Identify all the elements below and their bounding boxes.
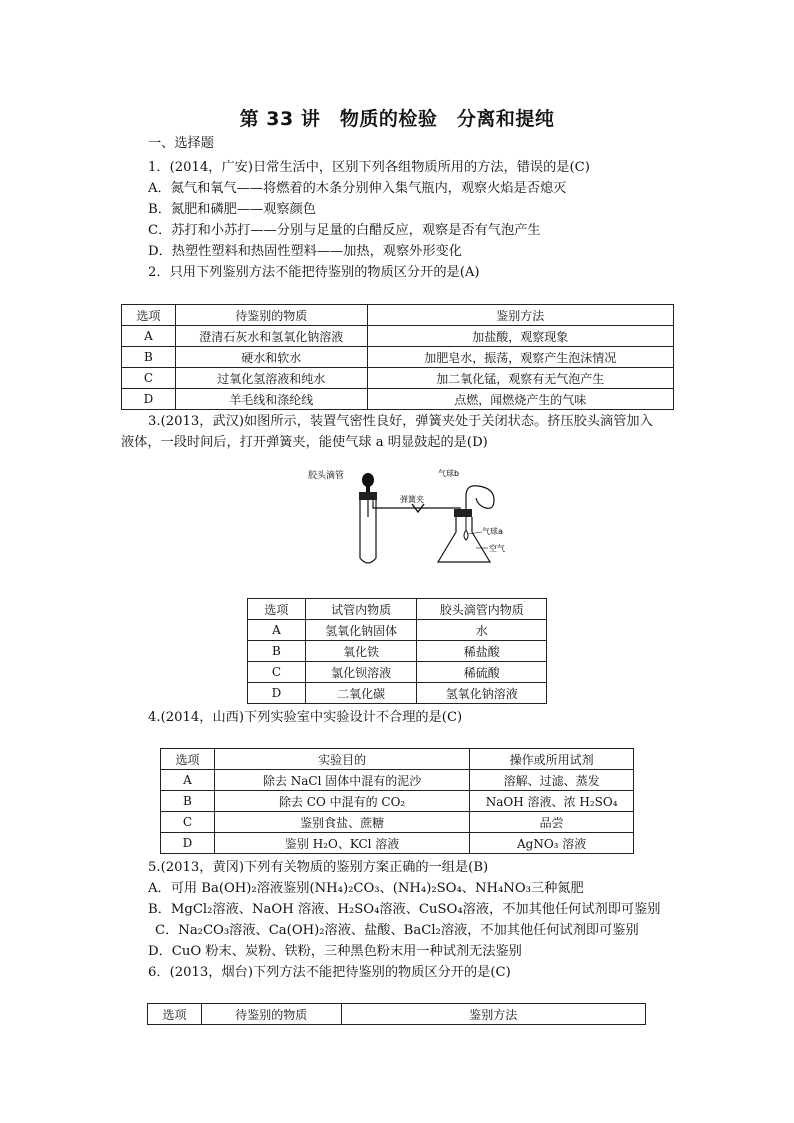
table-header-cell: 选项 <box>122 305 176 326</box>
q3-stem-line2: 液体，一段时间后，打开弹簧夹，能使气球 a 明显鼓起的是(D) <box>121 435 488 450</box>
q4-stem: 4.(2014，山西)下列实验室中实验设计不合理的是(C) <box>148 710 463 725</box>
table-header-cell: 鉴别方法 <box>341 1004 645 1025</box>
q4-table <box>160 748 634 854</box>
table-cell: C <box>122 368 176 389</box>
q2-stem: 2．只用下列鉴别方法不能把待鉴别的物质区分开的是(A) <box>148 265 480 280</box>
table-cell: 溶解、过滤、蒸发 <box>470 770 634 791</box>
table-header-row <box>122 305 674 326</box>
q1-option-b: B．氮肥和磷肥——观察颜色 <box>148 202 316 217</box>
table-cell: A <box>122 326 176 347</box>
q5-stem: 5.(2013，黄冈)下列有关物质的鉴别方案正确的一组是(B) <box>148 860 489 875</box>
table-cell: 氢氧化钠固体 <box>305 620 417 641</box>
table-header-cell: 操作或所用试剂 <box>470 749 634 770</box>
q5-option-d: D．CuO 粉末、炭粉、铁粉，三种黑色粉末用一种试剂无法鉴别 <box>148 944 522 959</box>
table-row <box>122 368 674 389</box>
table-cell: 加盐酸，观察现象 <box>367 326 673 347</box>
table-header-cell: 选项 <box>148 1004 202 1025</box>
q2-table <box>121 304 674 410</box>
table-header-cell: 试管内物质 <box>305 599 417 620</box>
dropper-bulb <box>362 473 374 487</box>
table-header-cell: 胶头滴管内物质 <box>417 599 547 620</box>
table-cell: D <box>161 833 215 854</box>
balloon-a-label: 气球a <box>482 527 503 536</box>
q1-option-a: A．氮气和氧气——将燃着的木条分别伸入集气瓶内，观察火焰是否熄灭 <box>148 181 567 196</box>
table-cell: 稀盐酸 <box>417 641 547 662</box>
table-cell: 加二氧化锰，观察有无气泡产生 <box>367 368 673 389</box>
table-cell: A <box>248 620 306 641</box>
q3-table <box>247 598 547 704</box>
table-cell: B <box>248 641 306 662</box>
table-header-cell: 选项 <box>248 599 306 620</box>
table-row <box>161 833 634 854</box>
table-cell: 羊毛线和涤纶线 <box>175 389 367 410</box>
table-cell: 水 <box>417 620 547 641</box>
table-cell: C <box>161 812 215 833</box>
table-row <box>248 620 547 641</box>
table-cell: 稀硫酸 <box>417 662 547 683</box>
q5-option-c: C．Na₂CO₃溶液、Ca(OH)₂溶液、盐酸、BaCl₂溶液，不加其他任何试剂即可鉴别 <box>155 923 639 938</box>
table-header-cell: 选项 <box>161 749 215 770</box>
table-cell: 加肥皂水，振荡，观察产生泡沫情况 <box>367 347 673 368</box>
apparatus-diagram <box>300 462 520 572</box>
table-header-cell: 待鉴别的物质 <box>201 1004 341 1025</box>
table-cell: 鉴别 H₂O、KCl 溶液 <box>214 833 469 854</box>
table-header-row <box>248 599 547 620</box>
table-cell: 点燃，闻燃烧产生的气味 <box>367 389 673 410</box>
balloon-b <box>466 486 494 510</box>
table-cell: 氢氧化钠溶液 <box>417 683 547 704</box>
balloon-b-label: 气球b <box>438 469 460 478</box>
table-row <box>122 326 674 347</box>
table-cell: 二氧化碳 <box>305 683 417 704</box>
q6-stem: 6．(2013，烟台)下列方法不能把待鉴别的物质区分开的是(C) <box>148 965 511 980</box>
table-row <box>248 641 547 662</box>
table-cell: 除去 CO 中混有的 CO₂ <box>214 791 469 812</box>
q1-option-c: C．苏打和小苏打——分别与足量的白醋反应，观察是否有气泡产生 <box>148 223 541 238</box>
table-cell: 除去 NaCl 固体中混有的泥沙 <box>214 770 469 791</box>
table-cell: 鉴别食盐、蔗糖 <box>214 812 469 833</box>
table-cell: D <box>122 389 176 410</box>
table-cell: D <box>248 683 306 704</box>
q3-stem-line1: 3.(2013，武汉)如图所示，装置气密性良好，弹簧夹处于关闭状态。挤压胶头滴管加入 <box>148 414 653 429</box>
table-cell: 氧化铁 <box>305 641 417 662</box>
table-cell: NaOH 溶液、浓 H₂SO₄ <box>470 791 634 812</box>
balloon-a <box>464 517 468 540</box>
section-heading: 一、选择题 <box>148 136 214 151</box>
table-cell: C <box>248 662 306 683</box>
table-cell: 品尝 <box>470 812 634 833</box>
table-cell: AgNO₃ 溶液 <box>470 833 634 854</box>
table-header-cell: 待鉴别的物质 <box>175 305 367 326</box>
table-row <box>122 347 674 368</box>
q6-table <box>147 1003 646 1025</box>
table-header-row <box>148 1004 646 1025</box>
table-cell: A <box>161 770 215 791</box>
q5-option-b: B．MgCl₂溶液、NaOH 溶液、H₂SO₄溶液、CuSO₄溶液，不加其他任何试剂即可鉴别 <box>148 902 661 917</box>
q5-option-a: A．可用 Ba(OH)₂溶液鉴别(NH₄)₂CO₃、(NH₄)₂SO₄、NH₄NO₃三种氮肥 <box>148 881 584 896</box>
table-cell: B <box>161 791 215 812</box>
dropper-neck <box>366 486 370 492</box>
table-row <box>248 683 547 704</box>
table-cell: 硬水和软水 <box>175 347 367 368</box>
test-tube-stopper <box>359 492 377 500</box>
table-row <box>248 662 547 683</box>
clamp-label: 弹簧夹 <box>400 495 424 504</box>
q1-option-d: D．热塑性塑料和热固性塑料——加热，观察外形变化 <box>148 244 462 259</box>
table-cell: 澄清石灰水和氢氧化钠溶液 <box>175 326 367 347</box>
table-header-row <box>161 749 634 770</box>
table-row <box>161 791 634 812</box>
conical-flask <box>438 517 490 562</box>
flask-stopper <box>454 509 472 517</box>
table-header-cell: 实验目的 <box>214 749 469 770</box>
dropper-label: 胶头滴管 <box>308 471 345 481</box>
table-header-cell: 鉴别方法 <box>367 305 673 326</box>
page-title: 第 33 讲 物质的检验 分离和提纯 <box>239 108 555 130</box>
table-cell: 氯化钡溶液 <box>305 662 417 683</box>
q1-stem: 1．(2014，广安)日常生活中，区别下列各组物质所用的方法，错误的是(C) <box>148 160 590 175</box>
table-row <box>161 770 634 791</box>
air-label: 空气 <box>489 544 505 553</box>
table-cell: 过氧化氢溶液和纯水 <box>175 368 367 389</box>
table-row <box>161 812 634 833</box>
table-row <box>122 389 674 410</box>
table-cell: B <box>122 347 176 368</box>
